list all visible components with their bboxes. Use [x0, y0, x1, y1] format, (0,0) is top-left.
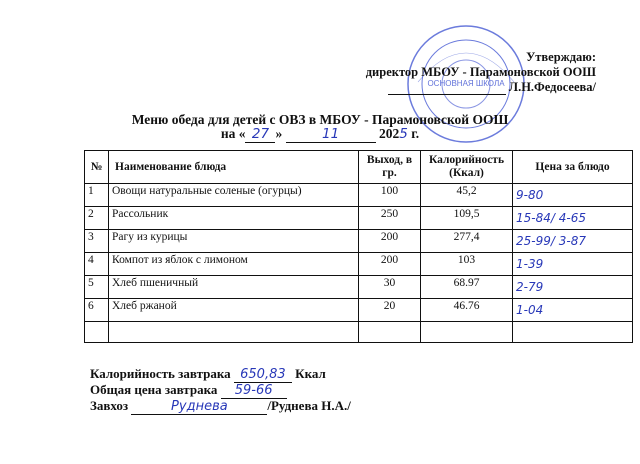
row-number: 6 [85, 299, 109, 322]
approval-name: Л.Н.Федосеева/ [508, 80, 596, 94]
summary-manager [90, 398, 351, 415]
table-row [85, 276, 633, 299]
manager-name: /Руднева Н.А./ [267, 398, 351, 413]
menu-table [84, 150, 633, 343]
empty-row [85, 322, 633, 343]
row-number: 1 [85, 184, 109, 207]
dish-calories: 103 [421, 253, 513, 276]
empty-cell [513, 322, 633, 343]
date-month: 11 [286, 126, 376, 143]
dish-calories: 277,4 [421, 230, 513, 253]
header-dish: Наименование блюда [109, 151, 359, 184]
empty-cell [421, 322, 513, 343]
table-row [85, 230, 633, 253]
dish-price: 1-39 [513, 253, 633, 276]
table-row [85, 299, 633, 322]
header-number: № [85, 151, 109, 184]
row-number: 4 [85, 253, 109, 276]
dish-yield: 250 [359, 207, 421, 230]
price-value: 59-66 [221, 383, 287, 399]
calories-label: Калорийность завтрака [90, 366, 231, 381]
dish-yield: 20 [359, 299, 421, 322]
header-yield: Выход, в гр. [359, 151, 421, 184]
summary-price [90, 382, 287, 399]
stamp-text: ОСНОВНАЯ ШКОЛА [427, 79, 505, 88]
dish-price: 25-99/ 3-87 [513, 230, 633, 253]
row-number: 5 [85, 276, 109, 299]
table-header-row [85, 151, 633, 184]
header-calories: Калорийность (Ккал) [421, 151, 513, 184]
dish-name: Хлеб ржаной [109, 299, 359, 322]
dish-yield: 200 [359, 253, 421, 276]
summary-calories [90, 366, 326, 383]
year-digit: 5 [399, 126, 408, 142]
dish-calories: 109,5 [421, 207, 513, 230]
dish-yield: 200 [359, 230, 421, 253]
header-price: Цена за блюдо [513, 151, 633, 184]
date-day: 27 [245, 126, 275, 143]
dish-price: 9-80 [513, 184, 633, 207]
manager-signature: Руднева [131, 399, 267, 415]
dish-yield: 100 [359, 184, 421, 207]
table-row [85, 184, 633, 207]
calories-unit: Ккал [295, 366, 326, 381]
table-row [85, 253, 633, 276]
empty-cell [85, 322, 109, 343]
calories-value: 650,83 [234, 367, 292, 383]
dish-yield: 30 [359, 276, 421, 299]
dish-price: 1-04 [513, 299, 633, 322]
dish-name: Рагу из курицы [109, 230, 359, 253]
table-row [85, 207, 633, 230]
document-title: Меню обеда для детей с ОВЗ в МБОУ - Парамоновской ООШ [131, 112, 509, 127]
dish-name: Овощи натуральные соленые (огурцы) [109, 184, 359, 207]
dish-calories: 45,2 [421, 184, 513, 207]
dish-name: Компот из яблок с лимоном [109, 253, 359, 276]
approval-heading: Утверждаю: [526, 50, 596, 64]
year-prefix: 202 [378, 126, 400, 141]
date-mid: » [275, 126, 283, 141]
row-number: 3 [85, 230, 109, 253]
year-suffix: г. [411, 126, 420, 141]
dish-name: Рассольник [109, 207, 359, 230]
empty-cell [359, 322, 421, 343]
dish-calories: 46.76 [421, 299, 513, 322]
date-prefix: на « [220, 126, 246, 141]
dish-price: 15-84/ 4-65 [513, 207, 633, 230]
approval-signature-line [366, 80, 596, 95]
signature-underline [388, 82, 506, 95]
approval-position: директор МБОУ - Парамоновской ООШ [365, 65, 596, 79]
dish-calories: 68.97 [421, 276, 513, 299]
row-number: 2 [85, 207, 109, 230]
empty-cell [109, 322, 359, 343]
approval-block [366, 50, 596, 95]
dish-price: 2-79 [513, 276, 633, 299]
price-label: Общая цена завтрака [90, 382, 218, 397]
document-date [0, 126, 640, 143]
dish-name: Хлеб пшеничный [109, 276, 359, 299]
manager-label: Завхоз [90, 398, 129, 413]
